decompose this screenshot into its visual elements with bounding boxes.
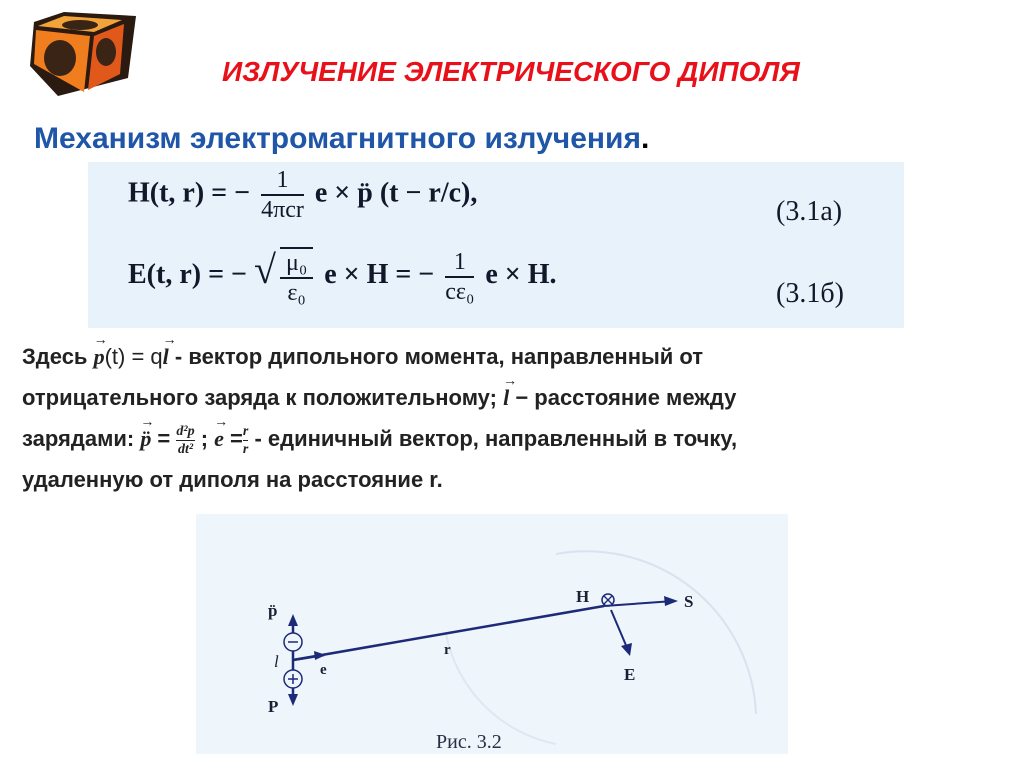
formula-block bbox=[88, 162, 904, 328]
arrow-up-icon bbox=[288, 614, 298, 626]
dt2: dt² bbox=[177, 441, 194, 457]
equation-3-1b bbox=[128, 246, 557, 307]
label-p-top: p̈ bbox=[268, 601, 278, 620]
dipole-diagram bbox=[196, 514, 788, 754]
e-field-arrow-icon bbox=[621, 643, 632, 656]
field-arc bbox=[446, 634, 556, 744]
eq2-sqrt-den: ε₀ bbox=[287, 279, 306, 306]
cube-logo-icon bbox=[24, 8, 142, 104]
eq2-rhs: e × H. bbox=[485, 259, 557, 290]
vector-p-double-dot: → p̈ bbox=[140, 418, 151, 459]
label-p-bottom: P bbox=[268, 697, 279, 716]
label-l: l bbox=[274, 652, 279, 671]
d2p: d²p bbox=[176, 423, 195, 439]
eq2-sqrt-num: μ₀ bbox=[280, 249, 313, 279]
para-text: отрицательного заряда к положительному; bbox=[22, 385, 504, 410]
para-text: - вектор дипольного момента, направленный от bbox=[168, 344, 704, 369]
para-text: зарядами: bbox=[22, 426, 141, 451]
eq1-rhs: e × p̈ (t − r/c), bbox=[314, 177, 478, 209]
para-line-2 bbox=[22, 377, 1012, 418]
para-line-4: удаленную от диполя на расстояние r. bbox=[22, 467, 443, 492]
label-r: r bbox=[444, 642, 451, 658]
dipole-diagram-svg bbox=[196, 514, 788, 754]
e-field-vector-line bbox=[611, 610, 628, 650]
slide-title: ИЗЛУЧЕНИЕ ЭЛЕКТРИЧЕСКОГО ДИПОЛЯ bbox=[222, 56, 800, 87]
figure-caption: Рис. 3.2 bbox=[436, 731, 502, 753]
para-text: − расстояние между bbox=[509, 385, 737, 410]
eq1-fraction bbox=[261, 166, 304, 224]
para-line-3 bbox=[22, 418, 1012, 459]
para-text: (t) = q bbox=[104, 344, 163, 369]
equation-3-1a bbox=[128, 166, 477, 224]
r-den: r bbox=[242, 441, 249, 457]
eq1-frac-den: 4πcr bbox=[261, 197, 304, 223]
field-arc bbox=[556, 551, 756, 714]
slide-subtitle bbox=[34, 122, 649, 156]
para-text: ; bbox=[194, 426, 215, 451]
eq2-frac-den: cε₀ bbox=[445, 278, 475, 305]
para-line-1 bbox=[22, 336, 1012, 377]
eq1-frac-num: 1 bbox=[261, 166, 304, 196]
arrow-down-icon bbox=[288, 694, 298, 706]
d2p-dt2-fraction bbox=[176, 423, 194, 458]
para-text: Здесь bbox=[22, 344, 94, 369]
explanation-paragraph bbox=[22, 336, 1012, 500]
subtitle-text: Механизм электромагнитного излучения bbox=[34, 122, 641, 155]
eq2-lhs: E(t, r) = − bbox=[128, 259, 247, 290]
eq2-sqrt-fraction bbox=[280, 247, 313, 307]
vector-e: → e bbox=[214, 418, 224, 459]
label-e-field: E bbox=[624, 665, 636, 684]
label-e: e bbox=[320, 662, 327, 678]
para-text: = bbox=[223, 426, 243, 451]
eq1-lhs: H(t, r) = − bbox=[128, 177, 251, 209]
e-arrow-icon bbox=[314, 651, 326, 660]
sqrt-icon: √ bbox=[254, 247, 276, 292]
s-arrow-icon bbox=[664, 596, 678, 606]
para-text: - единичный вектор, направленный в точку, bbox=[248, 426, 738, 451]
equation-number-3-1b: (3.1б) bbox=[776, 278, 844, 309]
vector-l: → l bbox=[163, 336, 169, 377]
eq2-frac-num: 1 bbox=[445, 248, 474, 278]
eq2-mid: e × H = − bbox=[324, 259, 435, 290]
label-h: H bbox=[576, 587, 590, 606]
equation-number-3-1a: (3.1а) bbox=[776, 196, 843, 227]
vector-p: → p bbox=[94, 336, 105, 377]
para-text: = bbox=[151, 426, 177, 451]
label-s: S bbox=[684, 592, 694, 611]
r-vector-num: r bbox=[242, 423, 249, 439]
subtitle-period: . bbox=[640, 122, 650, 155]
eq2-fraction bbox=[445, 248, 474, 306]
vector-l: → l bbox=[503, 377, 509, 418]
